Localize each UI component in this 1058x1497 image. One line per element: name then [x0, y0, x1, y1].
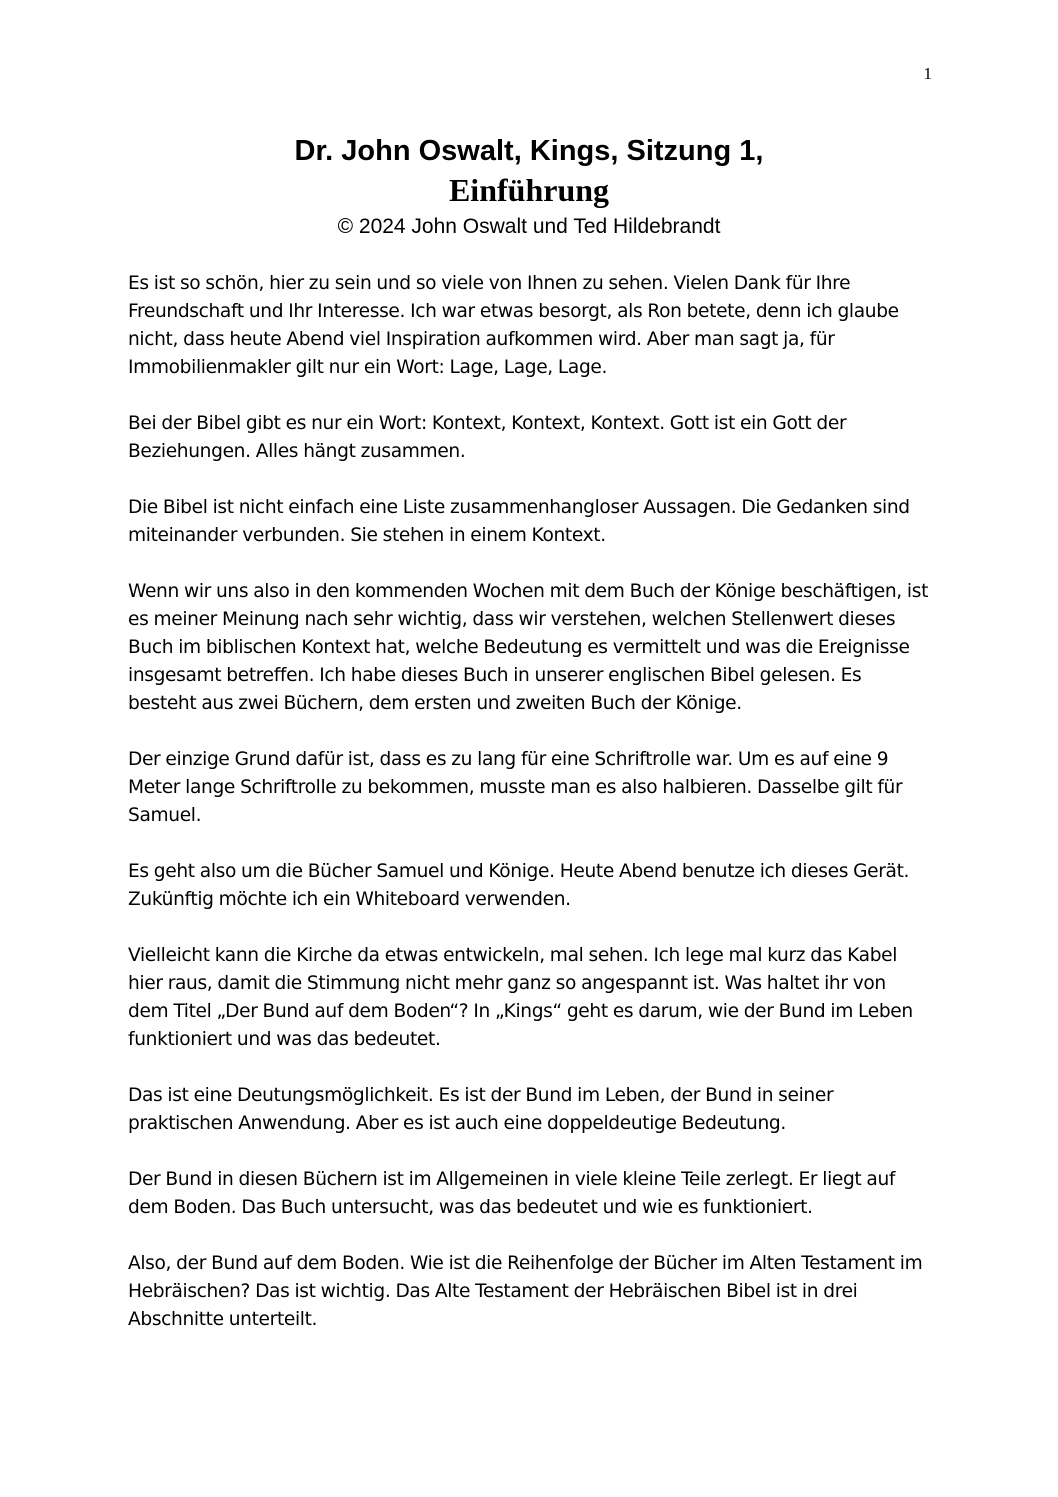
paragraph: Vielleicht kann die Kirche da etwas entwickeln, mal sehen. Ich lege mal kurz das Kabel hier raus, damit die Stimmung nicht mehr ganz so angespannt ist. Was haltet ihr von dem Titel „Der Bund auf dem Boden“? In „Kings“ geht es darum, wie der Bund im Leben funktioniert und was das bedeutet.	[128, 945, 913, 1050]
paragraph: Es ist so schön, hier zu sein und so viele von Ihnen zu sehen. Vielen Dank für Ihre Freundschaft und Ihr Interesse. Ich war etwas besorgt, als Ron betete, denn ich glaube nicht, dass heute Abend viel Inspiration aufkommen wird. Aber man sagt ja, für Immobilienmakler gilt nur ein Wort: Lage, Lage, Lage.	[128, 273, 899, 378]
document-title: Dr. John Oswalt, Kings, Sitzung 1,	[294, 135, 764, 167]
document-subtitle: Einführung	[448, 172, 610, 208]
paragraph: Das ist eine Deutungsmöglichkeit. Es ist der Bund im Leben, der Bund in seiner praktischen Anwendung. Aber es ist auch eine doppeldeutige Bedeutung.	[128, 1085, 834, 1134]
paragraph: Es geht also um die Bücher Samuel und Könige. Heute Abend benutze ich dieses Gerät. Zukünftig möchte ich ein Whiteboard verwenden.	[128, 861, 910, 910]
paragraph: Also, der Bund auf dem Boden. Wie ist die Reihenfolge der Bücher im Alten Testament im Hebräischen? Das ist wichtig. Das Alte Testament der Hebräischen Bibel ist in drei Abschnitte unterteilt.	[128, 1253, 923, 1330]
page-number: 1	[923, 64, 932, 83]
paragraph: Die Bibel ist nicht einfach eine Liste zusammenhangloser Aussagen. Die Gedanken sind miteinander verbunden. Sie stehen in einem Kontext.	[128, 497, 910, 546]
paragraph: Der Bund in diesen Büchern ist im Allgemeinen in viele kleine Teile zerlegt. Er liegt auf dem Boden. Das Buch untersucht, was das bedeutet und wie es funktioniert.	[128, 1169, 896, 1218]
paragraph: Der einzige Grund dafür ist, dass es zu lang für eine Schriftrolle war. Um es auf eine 9 Meter lange Schriftrolle zu bekommen, musste man es also halbieren. Dasselbe gilt für Samuel.	[128, 749, 903, 826]
body-text	[128, 270, 930, 1362]
copyright-line: © 2024 John Oswalt und Ted Hildebrandt	[337, 215, 721, 238]
paragraph: Bei der Bibel gibt es nur ein Wort: Kontext, Kontext, Kontext. Gott ist ein Gott der Beziehungen. Alles hängt zusammen.	[128, 413, 847, 462]
title-block	[0, 132, 1058, 242]
paragraph: Wenn wir uns also in den kommenden Wochen mit dem Buch der Könige beschäftigen, ist es meiner Meinung nach sehr wichtig, dass wir verstehen, welchen Stellenwert dieses Buch im biblischen Kontext hat, welche Bedeutung es vermittelt und was die Ereignisse insgesamt betreffen. Ich habe dieses Buch in unserer englischen Bibel gelesen. Es besteht aus zwei Büchern, dem ersten und zweiten Buch der Könige.	[128, 581, 929, 714]
